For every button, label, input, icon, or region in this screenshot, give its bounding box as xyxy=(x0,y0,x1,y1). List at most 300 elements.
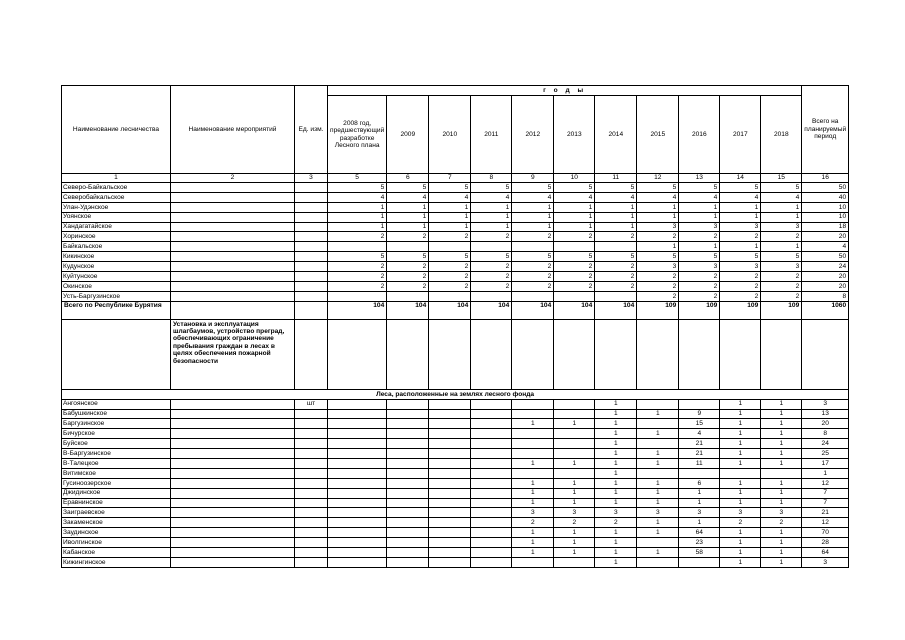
value-cell xyxy=(328,291,387,301)
value-cell xyxy=(471,557,512,567)
activity-cell xyxy=(171,202,295,212)
activity-cell xyxy=(171,242,295,252)
unit-cell xyxy=(295,508,328,518)
value-cell xyxy=(554,468,595,478)
unit-cell xyxy=(295,212,328,222)
forestry-name: Ангоянское xyxy=(62,399,171,409)
value-cell: 1 xyxy=(720,439,761,449)
value-cell: 1 xyxy=(720,409,761,419)
header-year: 2009 xyxy=(387,96,429,174)
header-year: 2017 xyxy=(720,96,761,174)
value-cell: 2 xyxy=(429,232,471,242)
value-cell: 1 xyxy=(637,498,679,508)
value-cell: 5 xyxy=(471,252,512,262)
value-cell: 10 xyxy=(802,212,849,222)
unit-cell xyxy=(295,528,328,538)
value-cell: 5 xyxy=(720,183,761,193)
value-cell xyxy=(554,409,595,419)
value-cell: 1 xyxy=(554,538,595,548)
value-cell xyxy=(471,478,512,488)
total-value-cell: 104 xyxy=(471,301,512,319)
value-cell: 1 xyxy=(679,488,720,498)
table-row xyxy=(62,222,849,232)
value-cell: 1 xyxy=(637,212,679,222)
value-cell: 1 xyxy=(595,488,637,498)
column-number: 5 xyxy=(328,174,387,183)
value-cell: 1 xyxy=(512,528,554,538)
value-cell xyxy=(554,291,595,301)
activity-cell xyxy=(171,272,295,282)
value-cell: 1 xyxy=(595,528,637,538)
value-cell: 1 xyxy=(761,478,802,488)
value-cell xyxy=(387,468,429,478)
value-cell: 2 xyxy=(679,291,720,301)
value-cell: 3 xyxy=(512,508,554,518)
forestry-name: В-Талецкое xyxy=(62,459,171,469)
value-cell xyxy=(387,488,429,498)
value-cell: 20 xyxy=(802,272,849,282)
column-number: 3 xyxy=(295,174,328,183)
value-cell: 3 xyxy=(720,262,761,272)
value-cell xyxy=(512,449,554,459)
total-value-cell: 1060 xyxy=(802,301,849,319)
value-cell: 18 xyxy=(802,222,849,232)
forestry-name: Витимское xyxy=(62,468,171,478)
value-cell: 5 xyxy=(720,252,761,262)
total-value-cell: 104 xyxy=(387,301,429,319)
value-cell xyxy=(328,557,387,567)
value-cell: 2 xyxy=(761,518,802,528)
value-cell: 1 xyxy=(720,538,761,548)
value-cell xyxy=(637,468,679,478)
activity-cell xyxy=(171,409,295,419)
value-cell xyxy=(595,319,637,389)
value-cell: 1 xyxy=(595,419,637,429)
value-cell: 2 xyxy=(679,232,720,242)
value-cell: 1 xyxy=(761,459,802,469)
value-cell: 1 xyxy=(720,488,761,498)
value-cell: 2 xyxy=(679,281,720,291)
total-value-cell: 104 xyxy=(328,301,387,319)
unit-cell xyxy=(295,498,328,508)
forestry-name: Закаменское xyxy=(62,518,171,528)
header-year: 2015 xyxy=(637,96,679,174)
value-cell xyxy=(387,291,429,301)
unit-cell xyxy=(295,252,328,262)
unit-cell xyxy=(295,468,328,478)
unit-cell xyxy=(295,538,328,548)
forestry-name: Хандагатайское xyxy=(62,222,171,232)
header-year: 2011 xyxy=(471,96,512,174)
value-cell xyxy=(429,488,471,498)
value-cell: 50 xyxy=(802,252,849,262)
activity-cell xyxy=(171,212,295,222)
value-cell: 3 xyxy=(554,508,595,518)
value-cell: 1 xyxy=(761,439,802,449)
unit-cell xyxy=(295,557,328,567)
activity-cell xyxy=(171,478,295,488)
value-cell: 1 xyxy=(595,222,637,232)
value-cell: 1 xyxy=(637,488,679,498)
activity-cell xyxy=(171,399,295,409)
value-cell: 2 xyxy=(387,281,429,291)
value-cell xyxy=(554,557,595,567)
value-cell: 20 xyxy=(802,232,849,242)
value-cell xyxy=(554,319,595,389)
value-cell: 1 xyxy=(761,449,802,459)
value-cell xyxy=(387,548,429,558)
value-cell: 5 xyxy=(761,252,802,262)
activity-cell xyxy=(171,488,295,498)
value-cell xyxy=(679,557,720,567)
value-cell: 3 xyxy=(679,508,720,518)
value-cell: 5 xyxy=(387,252,429,262)
value-cell: 1 xyxy=(637,478,679,488)
value-cell: 8 xyxy=(802,429,849,439)
header-2008: 2008 год, предшествующий разработке Лесного плана xyxy=(328,96,387,174)
value-cell: 7 xyxy=(802,498,849,508)
forestry-name: Кудунское xyxy=(62,262,171,272)
total-value-cell: 104 xyxy=(429,301,471,319)
column-number: 16 xyxy=(802,174,849,183)
value-cell: 5 xyxy=(429,252,471,262)
value-cell xyxy=(387,478,429,488)
forestry-name: Байкальское xyxy=(62,242,171,252)
value-cell xyxy=(328,419,387,429)
value-cell: 1 xyxy=(720,449,761,459)
value-cell xyxy=(429,528,471,538)
header-year: 2012 xyxy=(512,96,554,174)
value-cell: 1 xyxy=(761,409,802,419)
value-cell: 1 xyxy=(679,202,720,212)
value-cell: 1 xyxy=(761,498,802,508)
value-cell: 1 xyxy=(387,202,429,212)
value-cell xyxy=(429,478,471,488)
value-cell xyxy=(471,419,512,429)
value-cell xyxy=(637,319,679,389)
value-cell xyxy=(429,429,471,439)
value-cell: 2 xyxy=(720,518,761,528)
unit-cell: шт xyxy=(295,399,328,409)
activity-cell xyxy=(171,508,295,518)
value-cell: 1 xyxy=(679,242,720,252)
value-cell xyxy=(471,518,512,528)
column-number: 6 xyxy=(387,174,429,183)
value-cell: 7 xyxy=(802,488,849,498)
value-cell: 1 xyxy=(761,548,802,558)
value-cell: 2 xyxy=(554,518,595,528)
value-cell xyxy=(471,399,512,409)
value-cell: 1 xyxy=(595,459,637,469)
value-cell: 3 xyxy=(637,508,679,518)
value-cell xyxy=(471,319,512,389)
value-cell: 2 xyxy=(554,281,595,291)
value-cell xyxy=(328,449,387,459)
value-cell xyxy=(761,319,802,389)
value-cell: 1 xyxy=(512,222,554,232)
value-cell: 4 xyxy=(679,429,720,439)
forestry-name: Заудинское xyxy=(62,528,171,538)
value-cell: 1 xyxy=(595,449,637,459)
value-cell: 2 xyxy=(637,291,679,301)
value-cell xyxy=(554,242,595,252)
value-cell: 21 xyxy=(679,439,720,449)
value-cell xyxy=(387,508,429,518)
value-cell xyxy=(471,439,512,449)
total-row xyxy=(62,301,849,319)
value-cell: 4 xyxy=(679,192,720,202)
activity-cell xyxy=(171,291,295,301)
value-cell: 1 xyxy=(637,449,679,459)
activity-cell xyxy=(171,419,295,429)
value-cell: 1 xyxy=(679,212,720,222)
unit-cell xyxy=(295,409,328,419)
activity-cell xyxy=(171,528,295,538)
activity-description: Установка и эксплуатация шлагбаумов, устройство преград, обеспечивающих ограничение пребывания граждан в лесах в целях обеспечения пожарной безопасности xyxy=(171,319,295,389)
value-cell: 5 xyxy=(679,183,720,193)
value-cell: 1 xyxy=(471,202,512,212)
value-cell: 4 xyxy=(637,192,679,202)
value-cell: 20 xyxy=(802,281,849,291)
value-cell xyxy=(387,419,429,429)
value-cell: 1 xyxy=(637,548,679,558)
value-cell: 5 xyxy=(554,183,595,193)
value-cell: 4 xyxy=(595,192,637,202)
table-row xyxy=(62,281,849,291)
value-cell: 2 xyxy=(512,518,554,528)
value-cell: 4 xyxy=(387,192,429,202)
value-cell: 1 xyxy=(595,409,637,419)
table-row xyxy=(62,468,849,478)
unit-cell xyxy=(295,222,328,232)
table-row xyxy=(62,538,849,548)
value-cell: 1 xyxy=(429,212,471,222)
table-row xyxy=(62,548,849,558)
value-cell: 1 xyxy=(429,222,471,232)
value-cell: 1 xyxy=(761,528,802,538)
value-cell: 5 xyxy=(328,183,387,193)
value-cell: 1 xyxy=(471,212,512,222)
value-cell xyxy=(720,468,761,478)
value-cell: 1 xyxy=(512,459,554,469)
value-cell: 1 xyxy=(720,528,761,538)
total-value-cell: 104 xyxy=(554,301,595,319)
value-cell: 5 xyxy=(637,183,679,193)
value-cell xyxy=(387,242,429,252)
forestry-name: Заиграевское xyxy=(62,508,171,518)
forestry-name: Окинское xyxy=(62,281,171,291)
unit-cell xyxy=(295,518,328,528)
value-cell: 2 xyxy=(761,291,802,301)
activity-cell xyxy=(171,538,295,548)
unit-cell xyxy=(295,488,328,498)
value-cell: 1 xyxy=(761,399,802,409)
unit-cell xyxy=(295,291,328,301)
value-cell: 1 xyxy=(595,468,637,478)
table-row xyxy=(62,291,849,301)
forestry-name: Улан-Удэнское xyxy=(62,202,171,212)
value-cell xyxy=(387,439,429,449)
value-cell xyxy=(512,399,554,409)
value-cell xyxy=(429,508,471,518)
value-cell: 1 xyxy=(720,419,761,429)
value-cell: 3 xyxy=(720,508,761,518)
value-cell: 13 xyxy=(802,409,849,419)
column-number: 13 xyxy=(679,174,720,183)
value-cell: 1 xyxy=(761,429,802,439)
value-cell: 3 xyxy=(802,399,849,409)
unit-cell xyxy=(295,459,328,469)
total-label: Всего по Республике Бурятия xyxy=(62,301,171,319)
plan-table xyxy=(61,85,849,568)
activity-cell xyxy=(171,232,295,242)
value-cell: 1 xyxy=(554,528,595,538)
value-cell xyxy=(429,459,471,469)
value-cell: 17 xyxy=(802,459,849,469)
value-cell xyxy=(328,439,387,449)
table-row xyxy=(62,518,849,528)
value-cell: 1 xyxy=(512,478,554,488)
value-cell: 1 xyxy=(595,478,637,488)
value-cell: 2 xyxy=(595,272,637,282)
value-cell: 1 xyxy=(429,202,471,212)
unit-cell xyxy=(295,429,328,439)
value-cell xyxy=(429,538,471,548)
value-cell xyxy=(429,399,471,409)
value-cell: 2 xyxy=(471,272,512,282)
value-cell: 2 xyxy=(471,232,512,242)
value-cell: 2 xyxy=(679,272,720,282)
value-cell: 1 xyxy=(595,557,637,567)
value-cell: 1 xyxy=(512,538,554,548)
table-row xyxy=(62,508,849,518)
table-row xyxy=(62,252,849,262)
value-cell: 1 xyxy=(512,488,554,498)
value-cell xyxy=(328,488,387,498)
value-cell xyxy=(595,291,637,301)
value-cell xyxy=(512,557,554,567)
value-cell: 2 xyxy=(720,281,761,291)
value-cell xyxy=(387,518,429,528)
value-cell: 28 xyxy=(802,538,849,548)
value-cell: 3 xyxy=(761,222,802,232)
value-cell: 2 xyxy=(387,262,429,272)
value-cell: 1 xyxy=(554,202,595,212)
forestry-name: Кабанское xyxy=(62,548,171,558)
value-cell: 1 xyxy=(637,409,679,419)
value-cell xyxy=(554,449,595,459)
value-cell xyxy=(387,399,429,409)
value-cell: 4 xyxy=(554,192,595,202)
column-number: 8 xyxy=(471,174,512,183)
value-cell: 1 xyxy=(595,429,637,439)
total-value-cell: 104 xyxy=(512,301,554,319)
value-cell xyxy=(387,498,429,508)
value-cell: 3 xyxy=(637,262,679,272)
unit-cell xyxy=(295,192,328,202)
activity-cell xyxy=(171,439,295,449)
value-cell: 1 xyxy=(512,212,554,222)
value-cell xyxy=(429,291,471,301)
total-value-cell: 109 xyxy=(720,301,761,319)
value-cell xyxy=(471,459,512,469)
value-cell xyxy=(429,319,471,389)
value-cell: 2 xyxy=(328,281,387,291)
section-row xyxy=(62,389,849,399)
header-total: Всего на планируемый период xyxy=(802,86,849,174)
value-cell xyxy=(637,419,679,429)
unit-cell xyxy=(295,548,328,558)
value-cell: 1 xyxy=(720,429,761,439)
value-cell: 3 xyxy=(761,262,802,272)
value-cell: 5 xyxy=(761,183,802,193)
value-cell: 5 xyxy=(387,183,429,193)
value-cell xyxy=(387,538,429,548)
value-cell xyxy=(471,488,512,498)
value-cell xyxy=(512,429,554,439)
value-cell: 1 xyxy=(328,202,387,212)
value-cell: 1 xyxy=(720,202,761,212)
value-cell: 2 xyxy=(328,262,387,272)
value-cell: 4 xyxy=(328,192,387,202)
value-cell: 1 xyxy=(595,498,637,508)
value-cell: 1 xyxy=(637,202,679,212)
value-cell: 1 xyxy=(637,242,679,252)
value-cell xyxy=(429,518,471,528)
column-number: 9 xyxy=(512,174,554,183)
value-cell: 5 xyxy=(512,183,554,193)
value-cell: 2 xyxy=(637,281,679,291)
value-cell: 25 xyxy=(802,449,849,459)
value-cell: 1 xyxy=(471,222,512,232)
value-cell: 1 xyxy=(595,202,637,212)
column-number: 1 xyxy=(62,174,171,183)
value-cell: 1 xyxy=(595,538,637,548)
value-cell xyxy=(328,498,387,508)
column-number: 11 xyxy=(595,174,637,183)
value-cell: 4 xyxy=(761,192,802,202)
forestry-name: В-Баргузинское xyxy=(62,449,171,459)
activity-cell xyxy=(171,183,295,193)
value-cell: 2 xyxy=(595,262,637,272)
value-cell xyxy=(429,548,471,558)
value-cell: 2 xyxy=(387,272,429,282)
unit-cell xyxy=(295,262,328,272)
value-cell xyxy=(637,439,679,449)
unit-cell xyxy=(295,272,328,282)
table-row xyxy=(62,242,849,252)
table-row xyxy=(62,419,849,429)
value-cell xyxy=(471,429,512,439)
value-cell: 23 xyxy=(679,538,720,548)
value-cell: 1 xyxy=(595,399,637,409)
value-cell xyxy=(679,399,720,409)
forestry-name: Буйское xyxy=(62,439,171,449)
value-cell: 40 xyxy=(802,192,849,202)
value-cell: 50 xyxy=(802,183,849,193)
value-cell: 2 xyxy=(761,272,802,282)
value-cell xyxy=(471,528,512,538)
value-cell xyxy=(295,319,328,389)
forestry-name: Уоянское xyxy=(62,212,171,222)
activity-row xyxy=(62,319,849,389)
table-row xyxy=(62,449,849,459)
value-cell: 1 xyxy=(554,212,595,222)
value-cell: 10 xyxy=(802,202,849,212)
activity-cell xyxy=(171,281,295,291)
value-cell: 4 xyxy=(802,242,849,252)
table-row xyxy=(62,232,849,242)
